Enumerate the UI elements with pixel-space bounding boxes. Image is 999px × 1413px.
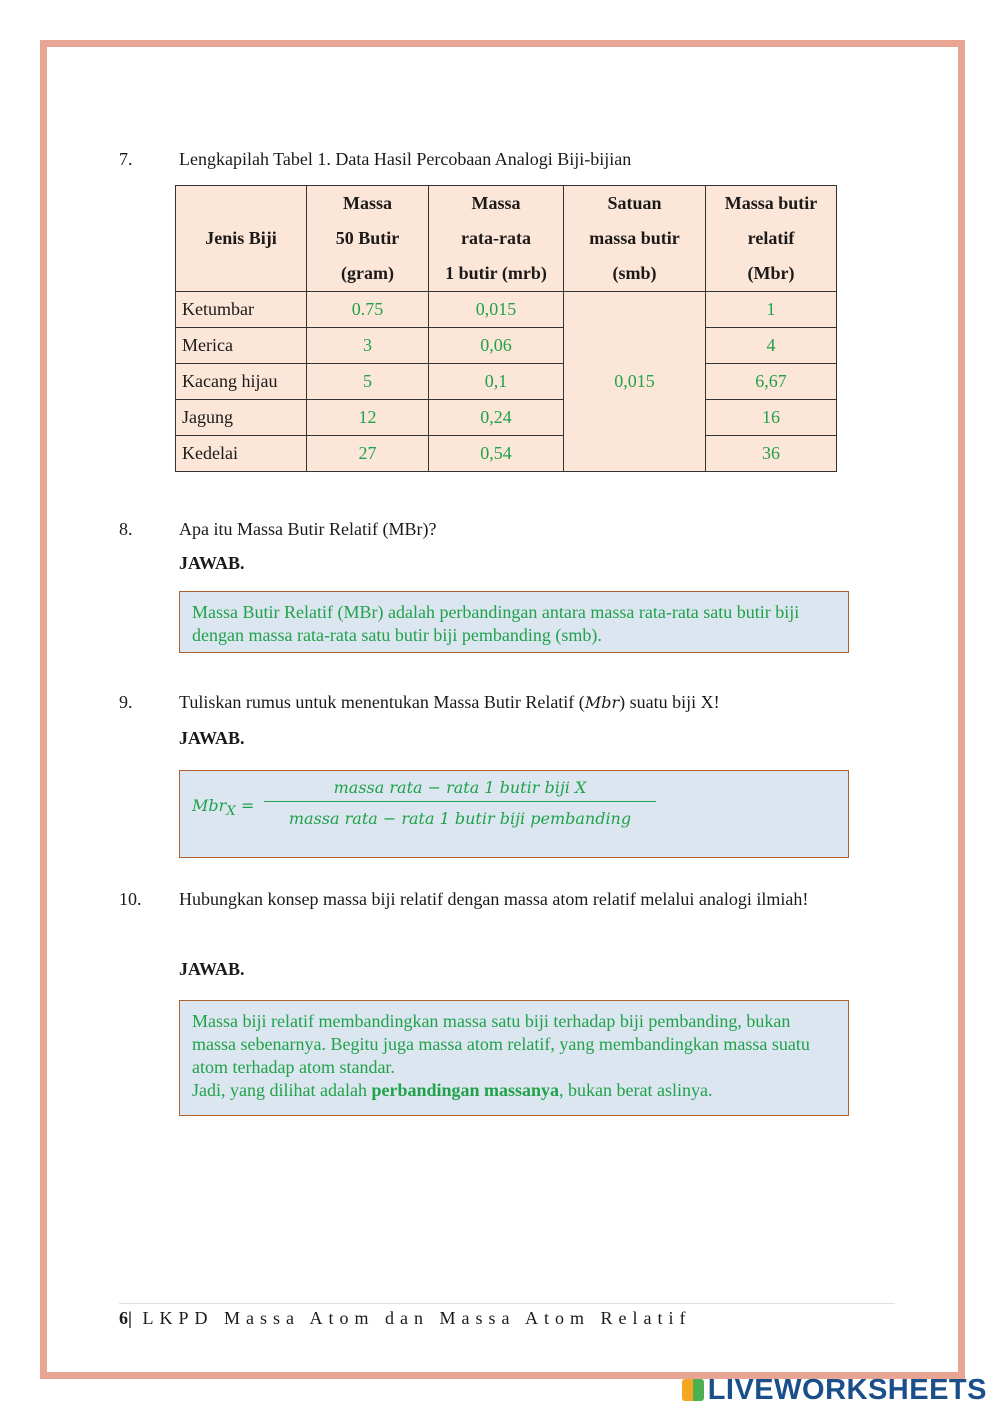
question-number: 7.: [119, 149, 133, 169]
row-name: Kedelai: [176, 436, 307, 472]
cell-mbr[interactable]: 36: [706, 436, 837, 472]
row-name: Ketumbar: [176, 292, 307, 328]
data-table: [175, 185, 837, 472]
answer-paragraph-1: Massa biji relatif membandingkan massa satu biji terhadap biji pembanding, bukan massa sebenarnya. Begitu juga massa atom relatif, yang membandingkan massa suatu atom terhadap atom standar.: [192, 1011, 810, 1077]
cell-mbr[interactable]: 6,67: [706, 364, 837, 400]
cell-massa50[interactable]: 5: [307, 364, 429, 400]
table-row: [176, 436, 837, 472]
table-row: [176, 292, 837, 328]
cell-mrb[interactable]: 0,06: [429, 328, 564, 364]
jawab-label: JAWAB.: [179, 728, 245, 748]
cell-mrb[interactable]: 0,015: [429, 292, 564, 328]
cell-mrb[interactable]: 0,54: [429, 436, 564, 472]
table-row: [176, 400, 837, 436]
footer-title: LKPD Massa Atom dan Massa Atom Relatif: [142, 1308, 692, 1328]
header-massa-50: Massa 50 Butir (gram): [307, 186, 429, 292]
page-footer: [119, 1303, 895, 1329]
formula-numerator: massa rata − rata 1 butir biji X: [264, 776, 656, 802]
footer-separator: |: [128, 1308, 132, 1328]
cell-mrb[interactable]: 0,1: [429, 364, 564, 400]
answer-box-9[interactable]: [179, 770, 849, 858]
formula-lhs: Mbr$_X$ =: [192, 796, 255, 820]
question-text: Apa itu Massa Butir Relatif (MBr)?: [179, 519, 437, 539]
question-number: 8.: [119, 519, 133, 539]
table-header-row: [176, 186, 837, 292]
question-text: Tuliskan rumus untuk menentukan Massa Butir Relatif (Mbr) suatu biji X!: [179, 692, 720, 712]
row-name: Kacang hijau: [176, 364, 307, 400]
row-name: Jagung: [176, 400, 307, 436]
header-jenis-biji: Jenis Biji: [176, 186, 307, 292]
header-smb: Satuan massa butir (smb): [564, 186, 706, 292]
table-row: [176, 364, 837, 400]
question-text: Hubungkan konsep massa biji relatif dengan massa atom relatif melalui analogi ilmiah!: [179, 889, 809, 909]
question-number: 9.: [119, 692, 133, 712]
cell-smb[interactable]: 0,015: [564, 292, 706, 472]
question-text: Lengkapilah Tabel 1. Data Hasil Percobaan Analogi Biji-bijian: [179, 149, 632, 169]
watermark-text: LIVEWORKSHEETS: [707, 1374, 987, 1406]
row-name: Merica: [176, 328, 307, 364]
table-row: [176, 328, 837, 364]
cell-mrb[interactable]: 0,24: [429, 400, 564, 436]
jawab-label: JAWAB.: [179, 959, 245, 979]
answer-box-10[interactable]: [179, 1000, 849, 1116]
cell-massa50[interactable]: 27: [307, 436, 429, 472]
cell-massa50[interactable]: 3: [307, 328, 429, 364]
header-mrb: Massa rata-rata 1 butir (mrb): [429, 186, 564, 292]
liveworksheets-icon: [682, 1379, 704, 1401]
cell-mbr[interactable]: 16: [706, 400, 837, 436]
liveworksheets-logo: [682, 1374, 987, 1407]
cell-mbr[interactable]: 1: [706, 292, 837, 328]
jawab-label: JAWAB.: [179, 553, 245, 573]
header-mbr: Massa butir relatif (Mbr): [706, 186, 837, 292]
answer-box-8[interactable]: Massa Butir Relatif (MBr) adalah perbandingan antara massa rata-rata satu butir biji dengan massa rata-rata satu butir biji pembanding (smb).: [179, 591, 849, 653]
cell-mbr[interactable]: 4: [706, 328, 837, 364]
formula-denominator: massa rata − rata 1 butir biji pembanding: [288, 809, 632, 828]
cell-massa50[interactable]: 0.75: [307, 292, 429, 328]
cell-massa50[interactable]: 12: [307, 400, 429, 436]
page-number: 6: [119, 1308, 128, 1328]
question-number: 10.: [119, 889, 142, 909]
answer-paragraph-2: Jadi, yang dilihat adalah perbandingan massanya, bukan berat aslinya.: [192, 1080, 713, 1100]
